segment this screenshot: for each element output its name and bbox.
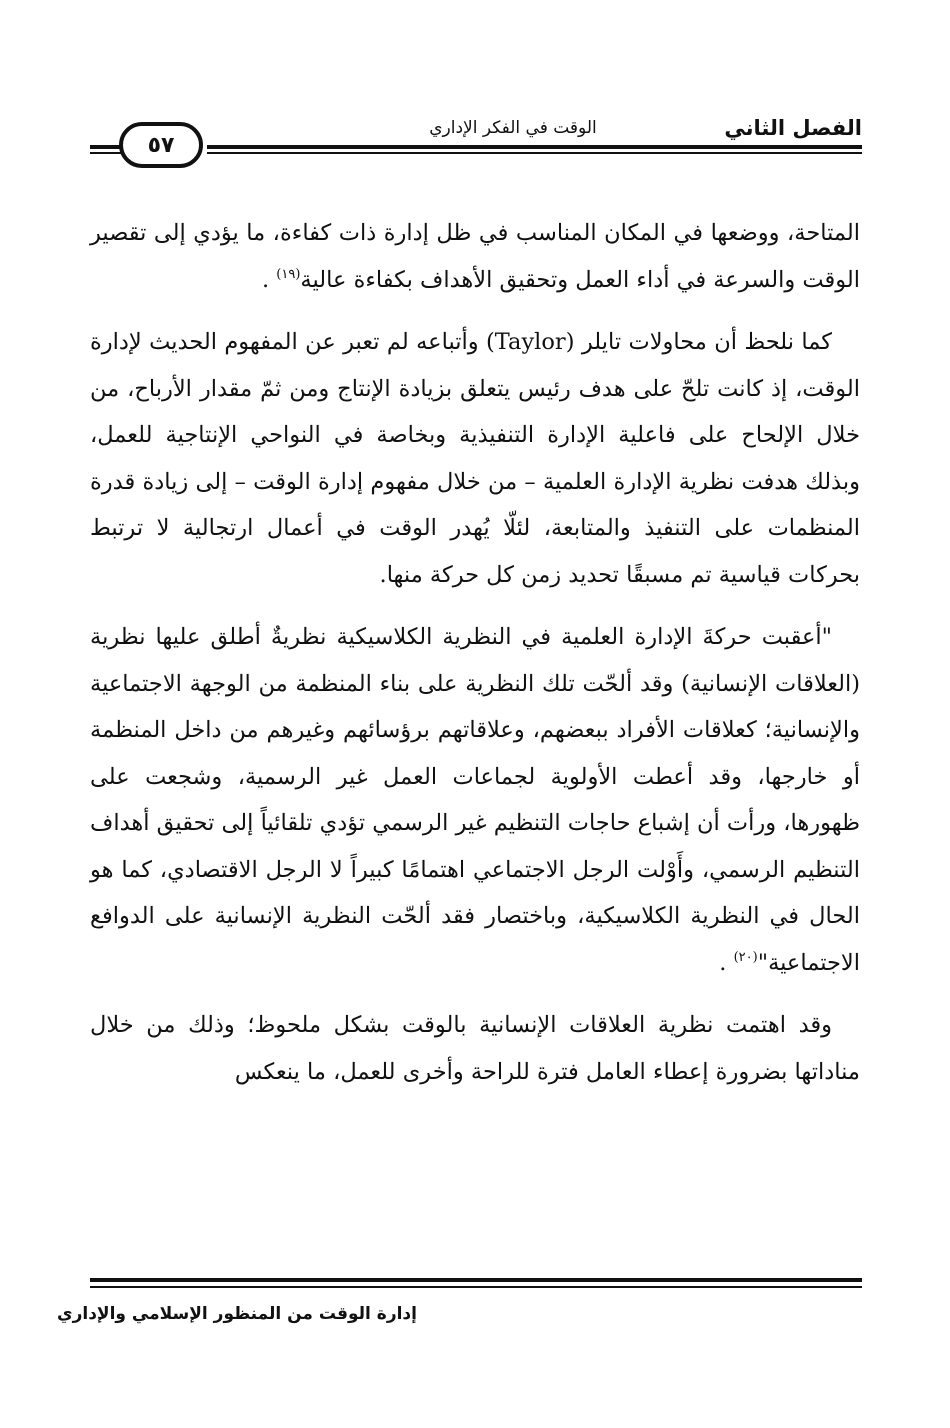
footer-rule-thick <box>90 1278 862 1282</box>
chapter-title: الفصل الثاني <box>724 116 862 140</box>
running-header-title: الوقت في الفكر الإداري <box>429 118 597 138</box>
paragraph-3-text: "أعقبت حركةَ الإدارة العلمية في النظرية الكلاسيكية نظريةٌ أطلق عليها نظرية (العلاقات الإنسانية) وقد ألحّت تلك النظرية على بناء المنظمة من الوجهة الاجتماعية والإنسانية؛ كعلاقات الأفراد ببعضهم، وعلاقاتهم برؤسائهم وغيرهم من داخل المنظمة أو خارجها، وقد أعطت الأولوية لجماعات العمل غير الرسمية، وشجعت على ظهورها، ورأت أن إشباع حاجات التنظيم غير الرسمي تؤدي تلقائياً إلى تحقيق أهداف التنظيم الرسمي، وأَوْلت الرجل الاجتماعي اهتمامًا كبيراً لا الرجل الاقتصادي، كما هو الحال في النظرية الكلاسيكية، وباختصار فقد ألحّت النظرية الإنسانية على الدوافع الاجتماعية" <box>90 624 860 976</box>
paragraph-1-end: . <box>261 266 270 293</box>
footnote-ref-19: (١٩) <box>276 266 301 282</box>
header-rule-left-stub <box>90 145 122 149</box>
paragraph-3 <box>90 614 860 986</box>
footer-rule-thin <box>90 1286 862 1288</box>
header-rule-thick <box>207 145 862 149</box>
page-number-badge <box>119 122 203 168</box>
paragraph-1-text: المتاحة، ووضعها في المكان المناسب في ظل إدارة ذات كفاءة، ما يؤدي إلى تقصير الوقت والسرعة في أداء العمل وتحقيق الأهداف بكفاءة عالية <box>90 220 860 293</box>
paragraph-1 <box>90 210 860 303</box>
footer-book-title: إدارة الوقت من المنظور الإسلامي والإداري <box>57 1304 417 1324</box>
footnote-ref-20: (٢٠) <box>733 949 758 965</box>
page-number: ٥٧ <box>147 132 175 158</box>
header-rule-thin <box>207 152 862 154</box>
paragraph-2: كما نلحظ أن محاولات تايلر (Taylor) وأتباعه لم تعبر عن المفهوم الحديث لإدارة الوقت، إذ كانت تلحّ على هدف رئيس يتعلق بزيادة الإنتاج ومن ثمّ مقدار الأرباح، من خلال الإلحاح على فاعلية الإدارة التنفيذية وبخاصة في النواحي الإنتاجية للعمل، وبذلك هدفت نظرية الإدارة العلمية – من خلال مفهوم إدارة الوقت – إلى زيادة قدرة المنظمات على التنفيذ والمتابعة، لئلّا يُهدر الوقت في أعمال ارتجالية لا ترتبط بحركات قياسية تم مسبقًا تحديد زمن كل حركة منها. <box>90 329 860 588</box>
body-text <box>90 210 860 1111</box>
paragraph-4: وقد اهتمت نظرية العلاقات الإنسانية بالوقت بشكل ملحوظ؛ وذلك من خلال مناداتها بضرورة إعطاء العامل فترة للراحة وأخرى للعمل، ما ينعكس <box>90 1012 860 1085</box>
paragraph-3-end: . <box>719 949 727 976</box>
header-rule-left-stub-thin <box>90 152 122 154</box>
